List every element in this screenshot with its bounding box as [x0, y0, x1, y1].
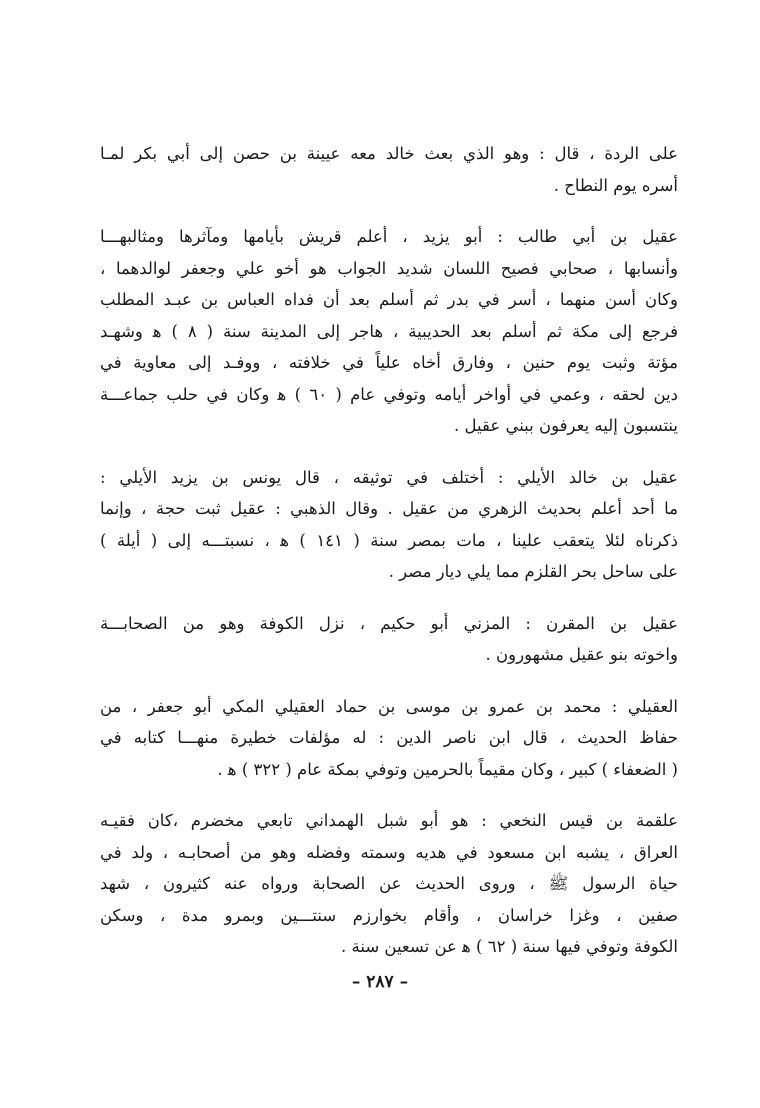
text-line: الكوفة وتوفي فيها سنة ( ٦٢ ) ﻫ عن تسعين سنة . — [341, 937, 678, 956]
text-line: واخوته بنو عقيل مشهورون . — [485, 645, 678, 664]
text-line: حياة الرسول ﷺ ، وروى الحديث عن الصحابة ورواه عنه كثيرون ، شهد — [100, 874, 678, 893]
page-number: – ٢٨٧ – — [351, 972, 409, 992]
text-line: ينتسبون إليه يعرفون ببني عقيل . — [454, 416, 678, 435]
text-line: صفين ، وغزا خراسان ، وأقام بخوارزم سنتـــين وبمرو مدة ، وسكن — [100, 905, 678, 925]
text-line: دين لحقه ، وعمي في أواخر أيامه وتوفي عام ( ٦٠ ) ﻫ وكان في حلب جماعـــة — [100, 384, 678, 404]
text-line: حفاظ الحديث ، قال ابن ناصر الدين : له مؤلفات خطيرة منهـــا كتابه في — [100, 728, 678, 747]
text-line: عقيل بن أبي طالب : أبو يزيد ، أعلم قريش بأيامها ومآثرها ومثالبهـــا — [100, 227, 678, 246]
text-line: أسره يوم النطاح . — [553, 175, 678, 195]
text-line: وكان أسن منهما ، أسر في بدر ثم أسلم بعد أن فداه العباس بن عبـد المطلب — [100, 290, 678, 309]
entry-alqama-ibn-qays — [100, 805, 678, 963]
text-line: ذكرناه لئلا يتعقب علينا ، مات بمصر سنة ( ١٤١ ) ﻫ ، نسبتـــه إلى ( أيلة ) — [100, 530, 678, 550]
text-line: العقيلي : محمد بن عمرو بن موسى بن حماد العقيلي المكي أبو جعفر ، من — [100, 696, 678, 716]
text-line: على ساحل بحر القلزم مما يلي ديار مصر . — [388, 562, 678, 581]
text-line: ( الضعفاء ) كبير ، وكان مقيماً بالحرمين وتوفي بمكة عام ( ٣٢٢ ) ﻫ . — [217, 759, 678, 779]
text-line: عقيل بن خالد الأيلي : أختلف في توثيقه ، قال يونس بن يزيد الأيلي : — [100, 467, 678, 487]
text-line: علقمة بن قيس النخعي : هو أبو شبل الهمداني تابعي مخضرم ،كان فقيـه — [100, 811, 678, 830]
text-line: على الردة ، قال : وهو الذي بعث خالد معه عيينة بن حصن إلى أبي بكر لمـا — [100, 144, 678, 163]
text-line: عقيل بن المقرن : المزني أبو حكيم ، نزل الكوفة وهو من الصحابـــة — [100, 613, 678, 633]
entry-aqil-ibn-khalid — [100, 462, 678, 588]
text-line: وأنسابها ، صحابي فصيح اللسان شديد الجواب هو أخو علي وجعفر لوالدهما ، — [100, 258, 678, 278]
entry-aqil-ibn-al-muqarrin — [100, 608, 678, 671]
entry-aqil-ibn-abi-talib — [100, 221, 678, 442]
entry-al-uqayli — [100, 691, 678, 786]
entry-ridda-note — [100, 138, 678, 201]
text-line: ما أحد أعلم بحديث الزهري من عقيل . وقال الذهبي : عقيل ثبت حجة ، وإنما — [100, 499, 678, 518]
page-body — [100, 138, 678, 983]
text-line: مؤتة وثبت يوم حنين ، وفارق أخاه علياً في خلافته ، ووفـد إلى معاوية في — [100, 353, 678, 372]
text-line: فرجع إلى مكة ثم أسلم بعد الحديبية ، هاجر إلى المدينة سنة ( ٨ ) ﻫ وشهـد — [100, 321, 678, 341]
text-line: العراق ، يشبه ابن مسعود في هديه وسمته وفضله وهو من أصحابـه ، ولد في — [100, 842, 678, 862]
